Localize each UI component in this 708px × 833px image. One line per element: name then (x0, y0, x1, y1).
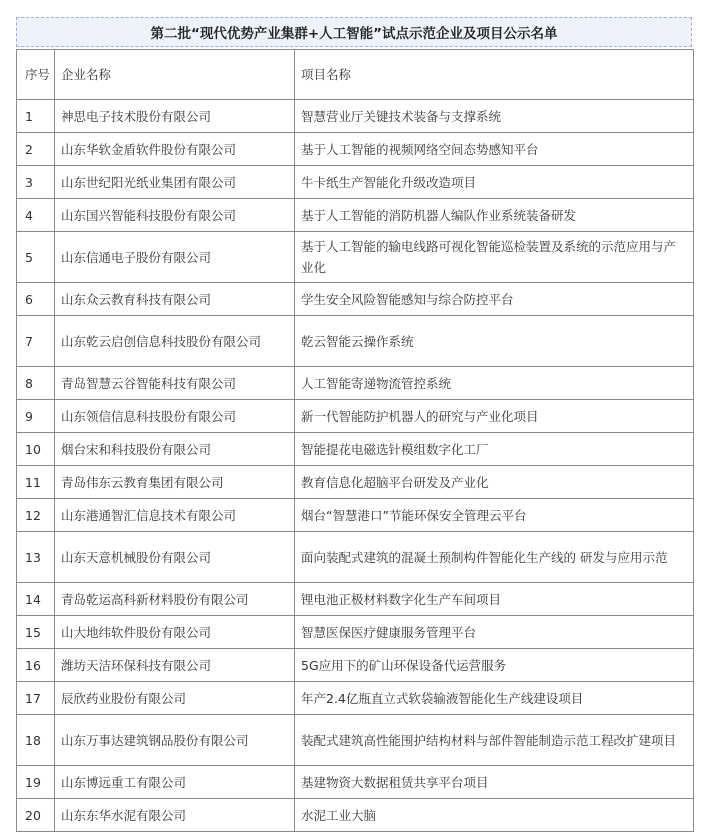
row-number: 1 (17, 100, 55, 133)
project-name: 学生安全风险智能感知与综合防控平台 (295, 283, 694, 316)
table-row (17, 532, 694, 583)
company-name: 山东华软金盾软件股份有限公司 (55, 133, 295, 166)
table-row (17, 133, 694, 166)
row-number: 11 (17, 466, 55, 499)
company-name: 山东博远重工有限公司 (55, 766, 295, 799)
company-name: 山东信通电子股份有限公司 (55, 232, 295, 283)
table-row (17, 766, 694, 799)
row-number: 5 (17, 232, 55, 283)
row-number: 14 (17, 583, 55, 616)
company-name: 潍坊天洁环保科技有限公司 (55, 649, 295, 682)
row-number: 17 (17, 682, 55, 715)
table-row (17, 367, 694, 400)
table-row (17, 682, 694, 715)
row-number: 10 (17, 433, 55, 466)
row-number: 20 (17, 799, 55, 832)
project-name: 基于人工智能的消防机器人编队作业系统装备研发 (295, 199, 694, 232)
table-row (17, 166, 694, 199)
company-name: 青岛伟东云教育集团有限公司 (55, 466, 295, 499)
row-number: 9 (17, 400, 55, 433)
row-number: 6 (17, 283, 55, 316)
table-row (17, 715, 694, 766)
row-number: 19 (17, 766, 55, 799)
table-row (17, 100, 694, 133)
table-row (17, 199, 694, 232)
project-name: 智慧医保医疗健康服务管理平台 (295, 616, 694, 649)
company-name: 山东国兴智能科技股份有限公司 (55, 199, 295, 232)
table-title: 第二批“现代优势产业集群+人工智能”试点示范企业及项目公示名单 (16, 17, 692, 47)
row-number: 8 (17, 367, 55, 400)
header-project: 项目名称 (295, 50, 694, 100)
table-row (17, 616, 694, 649)
company-name: 山东乾云启创信息科技股份有限公司 (55, 316, 295, 367)
row-number: 4 (17, 199, 55, 232)
company-name: 山东天意机械股份有限公司 (55, 532, 295, 583)
table-row (17, 316, 694, 367)
table-row (17, 799, 694, 832)
row-number: 7 (17, 316, 55, 367)
project-name: 乾云智能云操作系统 (295, 316, 694, 367)
company-name: 山东港通智汇信息技术有限公司 (55, 499, 295, 532)
row-number: 12 (17, 499, 55, 532)
table-row (17, 583, 694, 616)
row-number: 2 (17, 133, 55, 166)
project-name: 牛卡纸生产智能化升级改造项目 (295, 166, 694, 199)
row-number: 13 (17, 532, 55, 583)
notice-table (16, 49, 694, 832)
table-row (17, 433, 694, 466)
table-row (17, 400, 694, 433)
company-name: 山东世纪阳光纸业集团有限公司 (55, 166, 295, 199)
project-name: 教育信息化超脑平台研发及产业化 (295, 466, 694, 499)
project-name: 智慧营业厅关键技术装备与支撑系统 (295, 100, 694, 133)
table-row (17, 499, 694, 532)
company-name: 山大地纬软件股份有限公司 (55, 616, 295, 649)
company-name: 神思电子技术股份有限公司 (55, 100, 295, 133)
project-name: 人工智能寄递物流管控系统 (295, 367, 694, 400)
company-name: 辰欣药业股份有限公司 (55, 682, 295, 715)
company-name: 烟台宋和科技股份有限公司 (55, 433, 295, 466)
row-number: 18 (17, 715, 55, 766)
company-name: 山东万事达建筑钢品股份有限公司 (55, 715, 295, 766)
project-name: 5G应用下的矿山环保设备代运营服务 (295, 649, 694, 682)
company-name: 青岛智慧云谷智能科技有限公司 (55, 367, 295, 400)
project-name: 水泥工业大脑 (295, 799, 694, 832)
row-number: 15 (17, 616, 55, 649)
project-name: 装配式建筑高性能围护结构材料与部件智能制造示范工程改扩建项目 (295, 715, 694, 766)
row-number: 3 (17, 166, 55, 199)
project-name: 智能提花电磁选针模组数字化工厂 (295, 433, 694, 466)
project-name: 烟台“智慧港口”节能环保安全管理云平台 (295, 499, 694, 532)
project-name: 新一代智能防护机器人的研究与产业化项目 (295, 400, 694, 433)
header-company: 企业名称 (55, 50, 295, 100)
table-row (17, 232, 694, 283)
company-name: 山东众云教育科技有限公司 (55, 283, 295, 316)
table-header-row (17, 50, 694, 100)
project-name: 基于人工智能的输电线路可视化智能巡检装置及系统的示范应用与产业化 (295, 232, 694, 283)
project-name: 锂电池正极材料数字化生产车间项目 (295, 583, 694, 616)
table-row (17, 649, 694, 682)
row-number: 16 (17, 649, 55, 682)
header-no: 序号 (17, 50, 55, 100)
project-name: 基建物资大数据租赁共享平台项目 (295, 766, 694, 799)
table-row (17, 466, 694, 499)
company-name: 青岛乾运高科新材料股份有限公司 (55, 583, 295, 616)
project-name: 基于人工智能的视频网络空间态势感知平台 (295, 133, 694, 166)
project-name: 面向装配式建筑的混凝土预制构件智能化生产线的 研发与应用示范 (295, 532, 694, 583)
table-row (17, 283, 694, 316)
company-name: 山东东华水泥有限公司 (55, 799, 295, 832)
company-name: 山东领信信息科技股份有限公司 (55, 400, 295, 433)
project-name: 年产2.4亿瓶直立式软袋输液智能化生产线建设项目 (295, 682, 694, 715)
